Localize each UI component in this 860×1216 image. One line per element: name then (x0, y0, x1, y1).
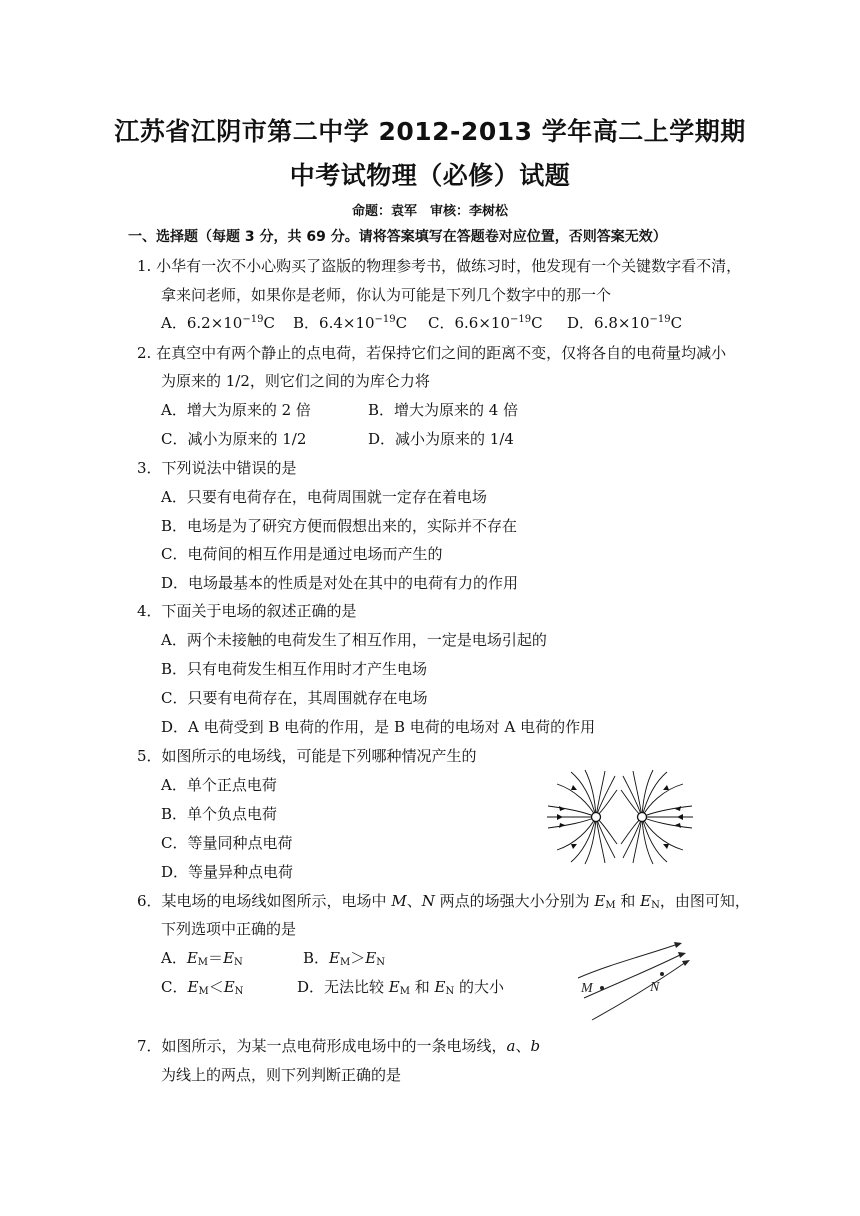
q1-stem-line1: 1. 小华有一次不小心购买了盗版的物理参考书，做练习时，他发现有一个关键数字看不清， (137, 257, 742, 275)
q2-stem-line1: 2. 在真空中有两个静止的点电荷，若保持它们之间的距离不变，仅将各自的电荷量均减小 (137, 344, 727, 362)
q6-field-lines-figure (570, 936, 700, 1024)
page-title-line2: 中考试物理（必修）试题 (289, 161, 571, 190)
q1-option-b: B．$6.4\times 10^{-19}C$ (293, 314, 408, 332)
q4-stem: 4．下面关于电场的叙述正确的是 (137, 602, 357, 620)
q6-stem-line2: 下列选项中正确的是 (161, 920, 297, 938)
q6-option-b: B．$E_M>E_N$ (303, 949, 385, 968)
q1-stem-line2: 拿来问老师，如果你是老师，你认为可能是下列几个数字中的那一个 (161, 286, 612, 304)
q2-option-b: B．增大为原来的 4 倍 (368, 401, 519, 419)
q4-option-b: B．只有电荷发生相互作用时才产生电场 (161, 660, 428, 678)
q1-option-c: C．$6.6\times 10^{-19}C$ (428, 314, 543, 332)
q6-option-a: A．$E_M=E_N$ (161, 949, 243, 968)
q6-stem-line1: 6．某电场的电场线如图所示，电场中 M、N 两点的场强大小分别为 $E_M$ 和 $E_N$，由图可知， (137, 892, 750, 911)
authors-line: 命题：袁军 审核：李树松 (351, 204, 508, 219)
q4-option-a: A．两个未接触的电荷发生了相互作用，一定是电场引起的 (161, 631, 547, 649)
section-heading: 一、选择题（每题 3 分，共 69 分。请将答案填写在答题卷对应位置，否则答案无效） (128, 229, 667, 245)
q7-stem-line2: 为线上的两点，则下列判断正确的是 (161, 1066, 402, 1084)
q7-stem-line1: 7．如图所示，为某一点电荷形成电场中的一条电场线，a、b (137, 1037, 541, 1055)
q6-option-c: C．$E_M<E_N$ (161, 978, 244, 997)
point-n-icon (660, 972, 664, 976)
q3-option-d: D．电场最基本的性质是对处在其中的电荷有力的作用 (161, 574, 519, 592)
q6-field-lines (578, 944, 686, 1020)
q3-option-b: B．电场是为了研究方便而假想出来的，实际并不存在 (161, 517, 518, 535)
q5-option-c: C．等量同种点电荷 (161, 834, 293, 852)
q1-option-a: A．$6.2\times 10^{-19}C$ (161, 314, 275, 332)
point-m-icon (600, 986, 604, 990)
q5-option-a: A．单个正点电荷 (161, 776, 277, 794)
left-charge-icon (592, 813, 601, 822)
q4-option-c: C．只要有电荷存在，其周围就存在电场 (161, 689, 428, 707)
q5-stem: 5．如图所示的电场线，可能是下列哪种情况产生的 (137, 747, 477, 765)
q3-stem: 3．下列说法中错误的是 (137, 459, 297, 477)
right-charge-icon (638, 813, 647, 822)
q2-option-a: A．增大为原来的 2 倍 (161, 401, 311, 419)
page-title-line1: 江苏省江阴市第二中学 2012-2013 学年高二上学期期 (114, 117, 746, 146)
q1-option-d: D．$6.8\times 10^{-19}C$ (567, 314, 683, 332)
q5-option-b: B．单个负点电荷 (161, 805, 278, 823)
q5-option-d: D．等量异种点电荷 (161, 863, 294, 881)
q2-option-d: D．减小为原来的 1/4 (368, 430, 514, 448)
q3-option-a: A．只要有电荷存在，电荷周围就一定存在着电场 (161, 488, 487, 506)
q4-option-d: D．A 电荷受到 B 电荷的作用，是 B 电荷的电场对 A 电荷的作用 (161, 718, 596, 736)
q6-option-d: D．无法比较 $E_M$ 和 $E_N$ 的大小 (297, 978, 505, 997)
q5-field-lines-figure (545, 768, 695, 866)
q6-arrows (674, 942, 690, 966)
q2-option-c: C．减小为原来的 1/2 (161, 430, 307, 448)
q2-stem-line2: 为原来的 1/2，则它们之间的为库仑力将 (161, 372, 430, 390)
label-m: M (581, 981, 593, 996)
q3-option-c: C．电荷间的相互作用是通过电场而产生的 (161, 545, 443, 563)
label-n: N (650, 980, 660, 995)
